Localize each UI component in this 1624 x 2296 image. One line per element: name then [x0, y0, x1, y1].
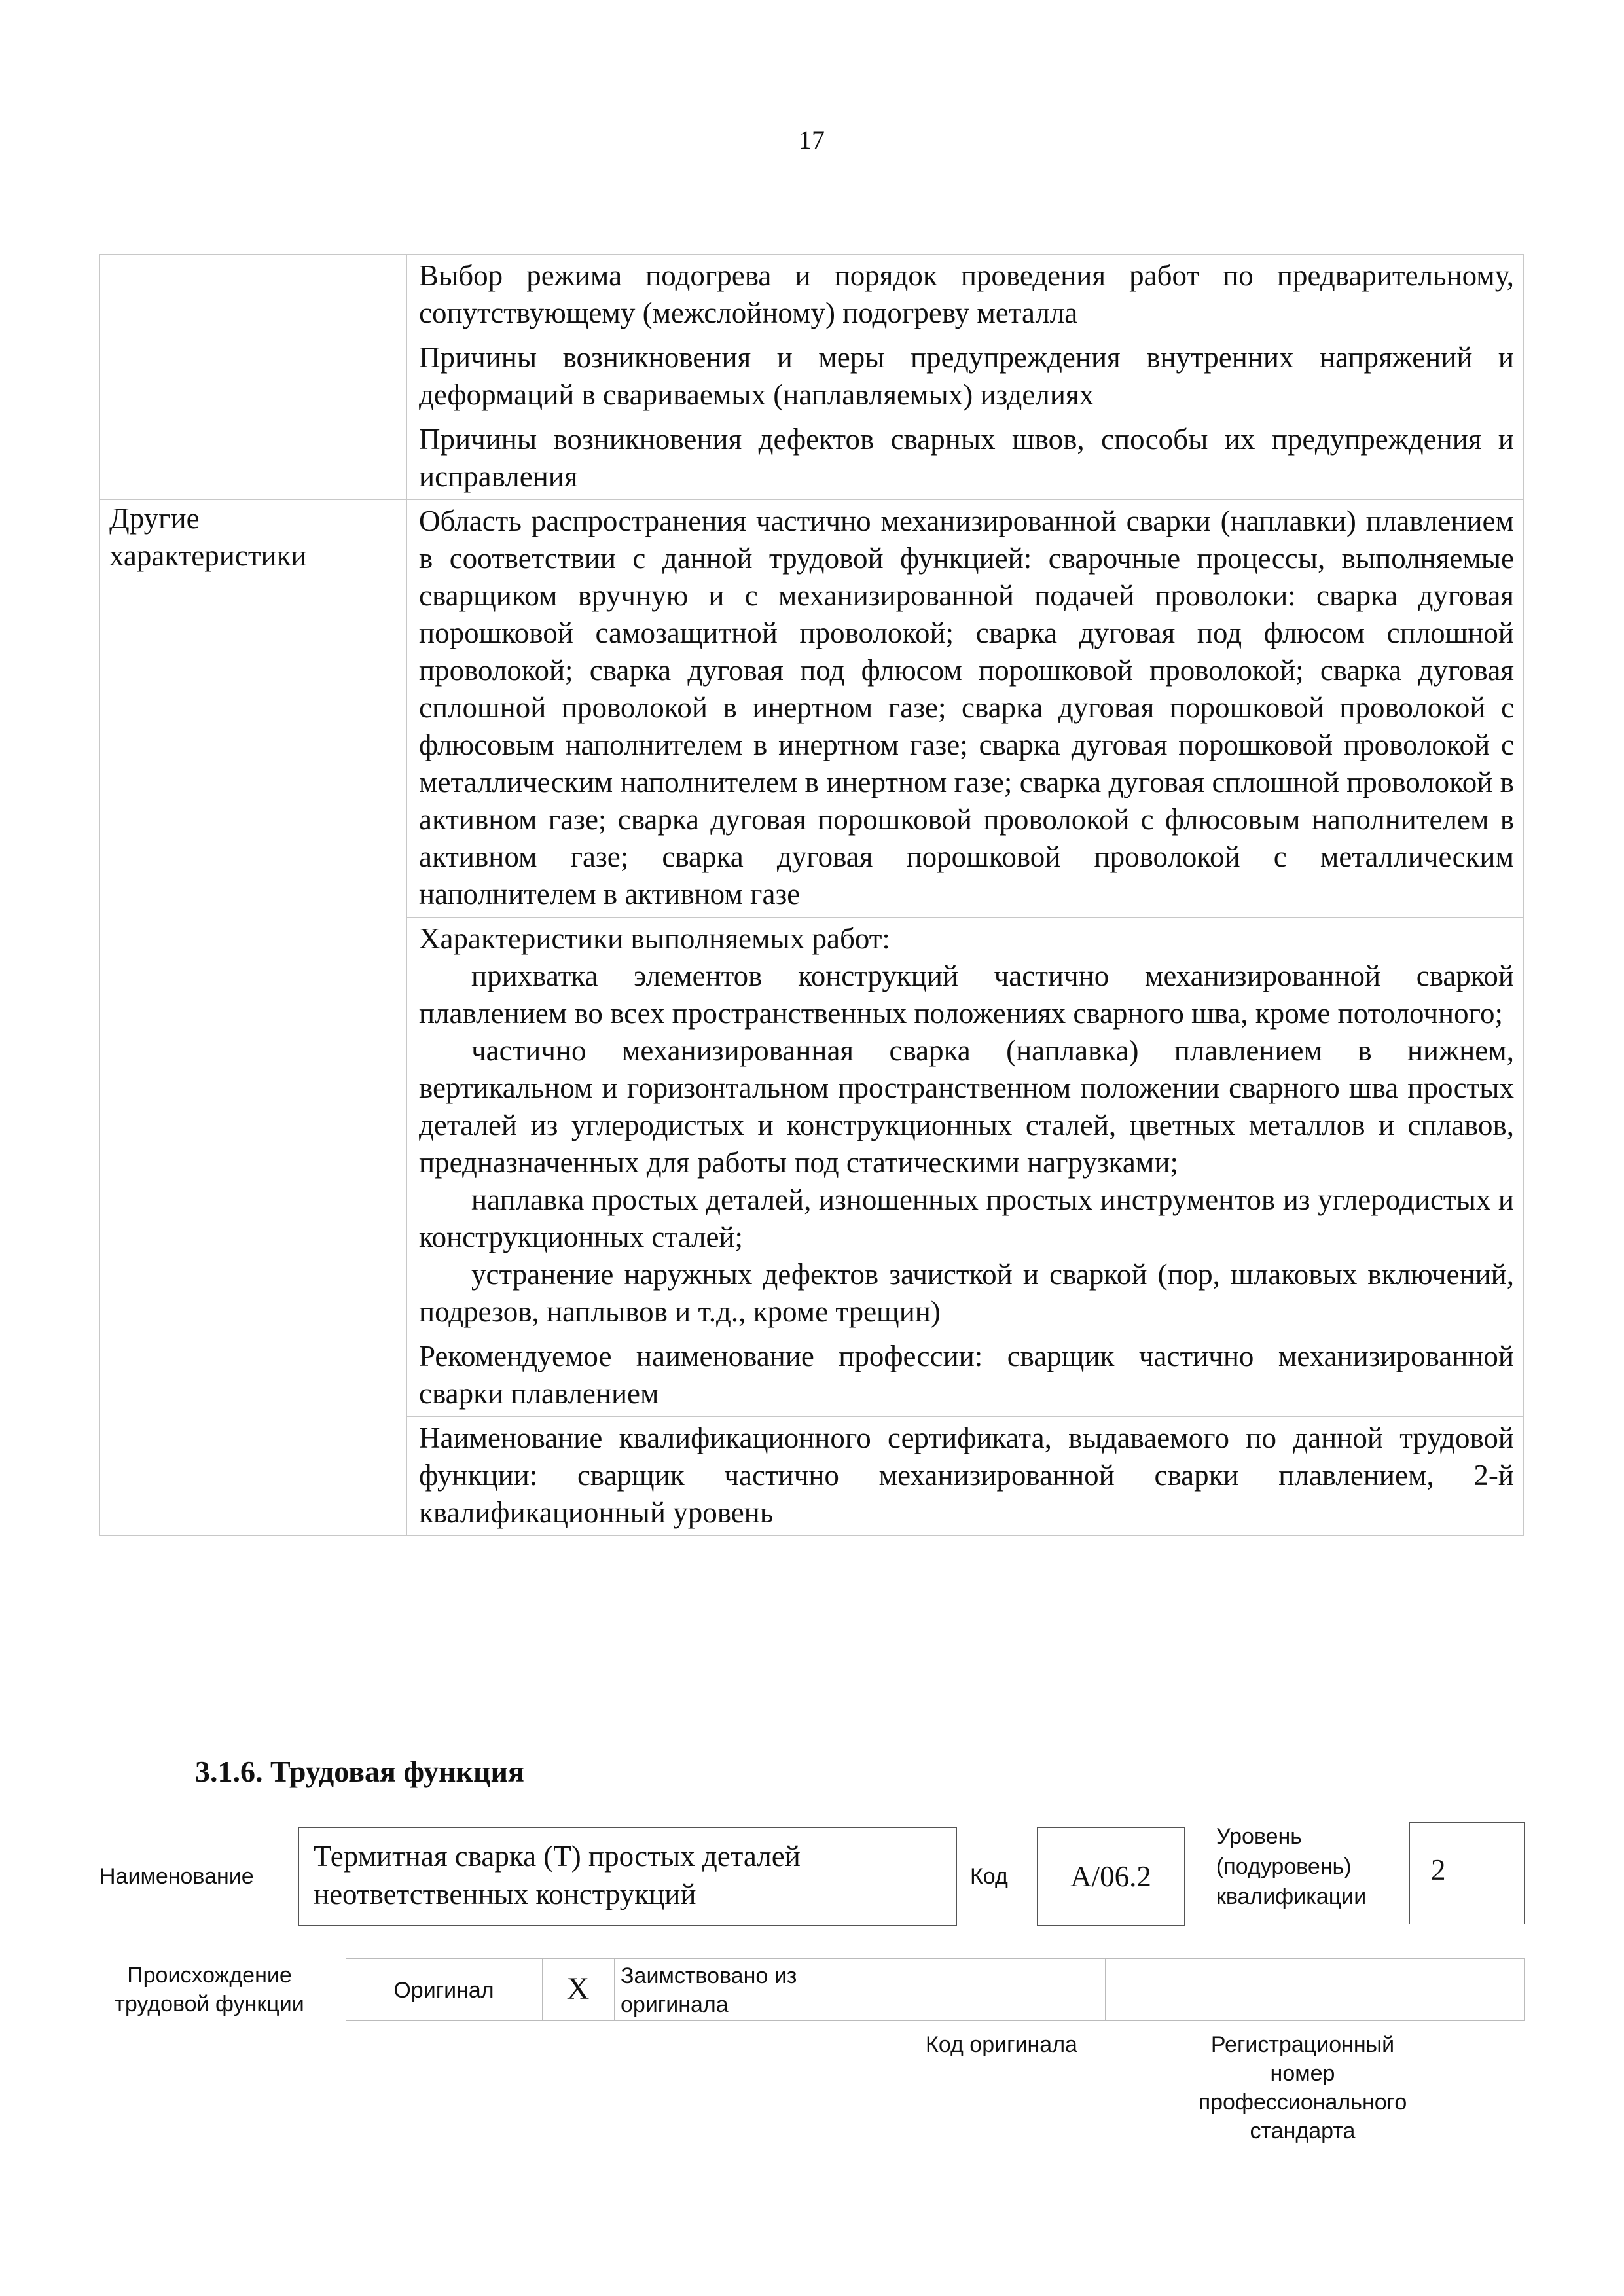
scope-text: Область распространения частично механизированной сварки (наплавки) плавлением в соответствии с данной трудовой функцией: сварочные процессы, выполняемые сварщиком вручную и с механизированной подачей проволоки: сварка дуговая порошковой самозащитной проволокой; сварка дуговая под флюсом сплошной проволокой; сварка дуговая под флюсом порошковой проволокой; сварка дуговая сплошной проволокой в инертном газе; сварка дуговая порошковой проволокой с флюсовым наполнителем в инертном газе; сварка дуговая порошковой проволокой с металлическим наполнителем в инертном газе; сварка дуговая сплошной проволокой в активном газе; сварка дуговая порошковой проволокой с флюсовым наполнителем в активном газе; сварка дуговая порошковой проволокой с металлическим наполнителем в активном газе: [407, 500, 1524, 918]
empty-label-cell: [100, 336, 407, 418]
other-characteristics-label: Другие характеристики: [100, 500, 407, 1536]
knowledge-item: Причины возникновения и меры предупреждения внутренних напряжений и деформаций в свариваемых (наплавляемых) изделиях: [407, 336, 1524, 418]
borrowed-label: Заимствовано из оригинала: [621, 1964, 797, 2017]
knowledge-item: Причины возникновения дефектов сварных швов, способы их предупреждения и исправления: [407, 418, 1524, 500]
cell-divider: [1524, 1959, 1525, 2020]
code-original-caption: Код оригинала: [926, 2032, 1077, 2057]
knowledge-item: Выбор режима подогрева и порядок проведения работ по предварительному, сопутствующему (межслойному) подогреву металла: [407, 255, 1524, 336]
work-characteristics-cell: [407, 918, 1524, 1335]
page-number: 17: [799, 125, 825, 154]
section-title: 3.1.6. Трудовая функция: [195, 1755, 524, 1788]
level-value-box: 2: [1409, 1822, 1525, 1924]
code-label: Код: [970, 1864, 1008, 1889]
table-row: [100, 500, 1524, 918]
certificate-text: Наименование квалификационного сертификата, выдаваемого по данной трудовой функции: сварщик частично механизированной сварки плавлением, 2-й квалификационный уровень: [407, 1417, 1524, 1536]
cell-divider: [1105, 1959, 1106, 2020]
empty-label-cell: [100, 418, 407, 500]
name-label: Наименование: [99, 1864, 254, 1889]
origin-row: [346, 1958, 1525, 2021]
work-heading: Характеристики выполняемых работ:: [419, 922, 890, 955]
work-item: прихватка элементов конструкций частично механизированной сваркой плавлением во всех пространственных положениях сварного шва, кроме потолочного;: [419, 960, 1514, 1030]
work-item: устранение наружных дефектов зачисткой и сваркой (пор, шлаковых включений, подрезов, наплывов и т.д., кроме трещин): [419, 1258, 1514, 1328]
table-row: [100, 336, 1524, 418]
work-item: частично механизированная сварка (наплавка) плавлением в нижнем, вертикальном и горизонтальном пространственном положении сварного шва простых деталей из углеродистых и конструкционных сталей, цветных металлов и сплавов, предназначенных для работы под статическими нагрузками;: [419, 1034, 1514, 1179]
characteristics-table: [99, 254, 1524, 1536]
original-label: Оригинал: [393, 1978, 494, 2003]
table-row: [100, 418, 1524, 500]
code-value-box: А/06.2: [1037, 1827, 1185, 1926]
function-name-box: Термитная сварка (Т) простых деталей неответственных конструкций: [298, 1827, 957, 1926]
profession-text: Рекомендуемое наименование профессии: сварщик частично механизированной сварки плавлением: [407, 1335, 1524, 1417]
origin-label: Происхождение трудовой функции: [115, 1963, 304, 2017]
table-row: [100, 255, 1524, 336]
work-item: наплавка простых деталей, изношенных простых инструментов из углеродистых и конструкционных сталей;: [419, 1183, 1514, 1253]
original-mark: Х: [566, 1971, 590, 2006]
cell-divider: [614, 1959, 615, 2020]
level-label: Уровень (подуровень) квалификации: [1216, 1824, 1367, 1909]
reg-number-caption: Регистрационный номер профессионального стандарта: [1198, 2032, 1407, 2144]
empty-label-cell: [100, 255, 407, 336]
